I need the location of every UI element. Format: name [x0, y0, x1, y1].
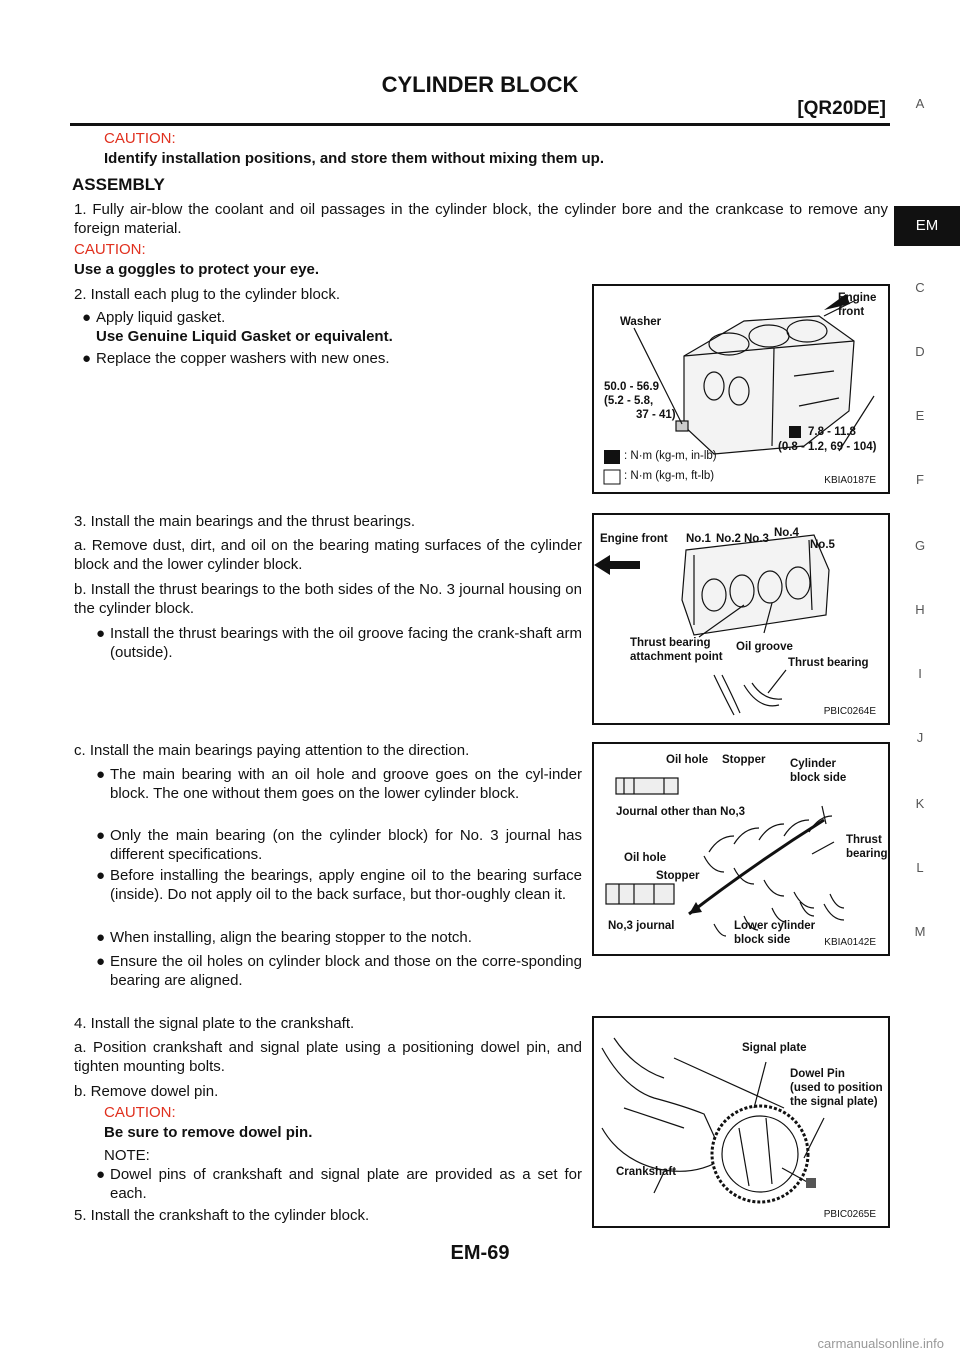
- fig2-no2: No.2: [716, 533, 741, 545]
- signal-plate-illustration: [594, 1018, 888, 1226]
- fig1-torque-left-3: 37 - 41): [636, 409, 676, 421]
- step-3c-bullet-5-text: Ensure the oil holes on cylinder block and those on the corre-sponding bearing are aligned.: [110, 953, 582, 989]
- fig2-oil-groove: Oil groove: [736, 641, 793, 653]
- step-3b-bullet-text: Install the thrust bearings with the oil groove facing the crank-shaft arm (outside).: [110, 625, 582, 661]
- page-title: CYLINDER BLOCK: [381, 72, 579, 97]
- fig2-no1: No.1: [686, 533, 711, 545]
- side-index-g[interactable]: G: [914, 538, 926, 553]
- page-number: EM-69: [450, 1242, 510, 1264]
- fig2-no5: No.5: [810, 539, 835, 551]
- fig3-thrust-2: bearing: [846, 848, 888, 860]
- fig1-torque-left-1: 50.0 - 56.9: [604, 381, 659, 393]
- step-2-bullet-1-text: Apply liquid gasket.: [96, 309, 226, 326]
- figure-main-bearings: [592, 742, 890, 956]
- step-3c-bullet-3: ● Before installing the bearings, apply engine oil to the bearing surface (inside). Do not apply oil to the back surface, but thor-oughly clean it.: [96, 867, 582, 903]
- side-index-d[interactable]: D: [915, 344, 925, 359]
- step-3b-text: b. Install the thrust bearings to the both sides of the No. 3 journal housing on the cylinder block.: [74, 581, 582, 617]
- step-3b-bullet: ● Install the thrust bearings with the oil groove facing the crank-shaft arm (outside).: [96, 625, 582, 661]
- fig4-dowel-1: Dowel Pin: [790, 1068, 845, 1080]
- side-index-c[interactable]: C: [915, 280, 925, 295]
- fig2-code: PBIC0264E: [823, 706, 876, 717]
- fig1-engine: Engine: [838, 292, 877, 304]
- step-4a-text: a. Position crankshaft and signal plate using a positioning dowel pin, and tighten mounting bolts.: [74, 1039, 582, 1075]
- step-2-bullet-1-bold: Use Genuine Liquid Gasket or equivalent.: [96, 328, 393, 345]
- step-4-caution-label: CAUTION:: [104, 1104, 176, 1121]
- side-index-k[interactable]: K: [915, 796, 925, 811]
- step-3-text: 3. Install the main bearings and the thrust bearings.: [74, 513, 416, 530]
- step-4-text: 4. Install the signal plate to the crankshaft.: [74, 1015, 355, 1032]
- fig1-washer: Washer: [620, 316, 662, 328]
- section-heading: ASSEMBLY: [72, 175, 165, 194]
- fig3-oil-hole-2: Oil hole: [624, 852, 667, 864]
- fig3-cyl-side-2: block side: [790, 772, 847, 784]
- side-index-em[interactable]: EM: [894, 206, 960, 246]
- step-3c-bullet-1-text: The main bearing with an oil hole and groove goes on the cyl-inder block. The one without them goes on the lower cylinder block.: [110, 766, 582, 802]
- step-2-bullet-2-text: Replace the copper washers with new ones.: [96, 350, 390, 367]
- step-3c-bullet-2-text: Only the main bearing (on the cylinder block) for No. 3 journal has different specifications.: [110, 827, 582, 863]
- fig1-torque-right-2: (0.8 - 1.2, 69 - 104): [778, 441, 877, 453]
- fig1-torque-left-2: (5.2 - 5.8,: [604, 395, 654, 407]
- watermark[interactable]: carmanualsonline.info: [817, 1336, 944, 1351]
- fig3-stopper-2: Stopper: [656, 870, 700, 882]
- fig2-attach-1: Thrust bearing: [630, 637, 711, 649]
- fig4-signal-plate: Signal plate: [742, 1042, 807, 1054]
- fig3-thrust-1: Thrust: [846, 834, 882, 846]
- side-index-h[interactable]: H: [915, 602, 925, 617]
- side-index-j[interactable]: J: [916, 730, 924, 745]
- thrust-bearing-illustration: [594, 515, 888, 723]
- engine-code: [QR20DE]: [797, 98, 886, 119]
- fig3-oil-hole: Oil hole: [666, 754, 709, 766]
- fig4-crankshaft: Crankshaft: [616, 1166, 677, 1178]
- fig2-no3: No.3: [744, 533, 769, 545]
- step-2-text: 2. Install each plug to the cylinder block.: [74, 286, 340, 303]
- figure-signal-plate: [592, 1016, 890, 1228]
- step-3c-bullet-4-text: When installing, align the bearing stopper to the notch.: [110, 929, 472, 946]
- header-rule: [70, 123, 890, 126]
- fig3-lower-1: Lower cylinder: [734, 920, 816, 932]
- side-index-e[interactable]: E: [915, 408, 925, 423]
- fig1-legend-2: : N·m (kg-m, ft-lb): [624, 470, 715, 482]
- fig3-lower-2: block side: [734, 934, 791, 946]
- step-3c-bullet-4: ● When installing, align the bearing stopper to the notch.: [96, 929, 472, 946]
- side-index-m[interactable]: M: [914, 924, 926, 939]
- fig1-code: KBIA0187E: [824, 475, 876, 486]
- step-3c-text: c. Install the main bearings paying attention to the direction.: [74, 742, 470, 759]
- fig1-legend-1: : N·m (kg-m, in-lb): [624, 450, 717, 462]
- fig4-code: PBIC0265E: [823, 1209, 876, 1220]
- step-3a-text: a. Remove dust, dirt, and oil on the bearing mating surfaces of the cylinder block and the lower cylinder block.: [74, 537, 582, 573]
- step-1-text: 1. Fully air-blow the coolant and oil passages in the cylinder block, the cylinder bore and the crankcase to remove any foreign material.: [74, 201, 888, 237]
- fig1-front: front: [838, 306, 865, 318]
- step-3c-bullet-1: ● The main bearing with an oil hole and groove goes on the cyl-inder block. The one without them goes on the lower cylinder block.: [96, 766, 582, 802]
- intro-caution-text: Identify installation positions, and store them without mixing them up.: [104, 150, 605, 167]
- side-index-l[interactable]: L: [916, 860, 924, 875]
- side-index-f[interactable]: F: [916, 472, 924, 487]
- step-4-note-label: NOTE:: [104, 1147, 150, 1164]
- fig4-dowel-3: the signal plate): [790, 1096, 878, 1108]
- step-3c-bullet-3-text: Before installing the bearings, apply engine oil to the bearing surface (inside). Do not apply oil to the back surface, but thor-oughly clean it.: [110, 867, 582, 903]
- fig2-thrust-bearing: Thrust bearing: [788, 657, 869, 669]
- step-4-caution-text: Be sure to remove dowel pin.: [104, 1124, 313, 1141]
- fig3-cyl-side-1: Cylinder: [790, 758, 837, 770]
- side-index-i[interactable]: I: [918, 666, 922, 681]
- step-3c-bullet-5: ● Ensure the oil holes on cylinder block and those on the corre-sponding bearing are aligned.: [96, 953, 582, 989]
- step-4-note-bullet-text: Dowel pins of crankshaft and signal plate are provided as a set for each.: [110, 1166, 582, 1202]
- fig3-no3-journal: No,3 journal: [608, 920, 675, 932]
- step-2-bullet-2: ● Replace the copper washers with new ones.: [82, 350, 390, 367]
- step-4-note-bullet: ● Dowel pins of crankshaft and signal plate are provided as a set for each.: [96, 1166, 582, 1202]
- fig3-stopper: Stopper: [722, 754, 766, 766]
- fig2-engine-front: Engine front: [600, 533, 668, 545]
- fig3-journal-other: Journal other than No,3: [616, 806, 746, 818]
- step-1-caution-text: Use a goggles to protect your eye.: [74, 261, 320, 278]
- fig4-dowel-2: (used to position: [790, 1082, 883, 1094]
- step-2-bullet-1: ● Apply liquid gasket. Use Genuine Liquid Gasket or equivalent.: [82, 309, 393, 345]
- fig1-torque-right-1: 7.8 - 11.8: [808, 426, 856, 438]
- step-3c-bullet-2: ● Only the main bearing (on the cylinder block) for No. 3 journal has different specifications.: [96, 827, 582, 863]
- intro-caution-label: CAUTION:: [104, 130, 176, 147]
- fig2-no4: No.4: [774, 527, 799, 539]
- side-index-a[interactable]: A: [915, 96, 925, 111]
- figure-thrust-bearings: [592, 513, 890, 725]
- figure-plug-install: [592, 284, 890, 494]
- fig3-code: KBIA0142E: [824, 937, 876, 948]
- step-1-caution-label: CAUTION:: [74, 241, 146, 258]
- step-4b-text: b. Remove dowel pin.: [74, 1083, 219, 1100]
- step-5-text: 5. Install the crankshaft to the cylinder block.: [74, 1207, 370, 1224]
- fig2-attach-2: attachment point: [630, 651, 723, 663]
